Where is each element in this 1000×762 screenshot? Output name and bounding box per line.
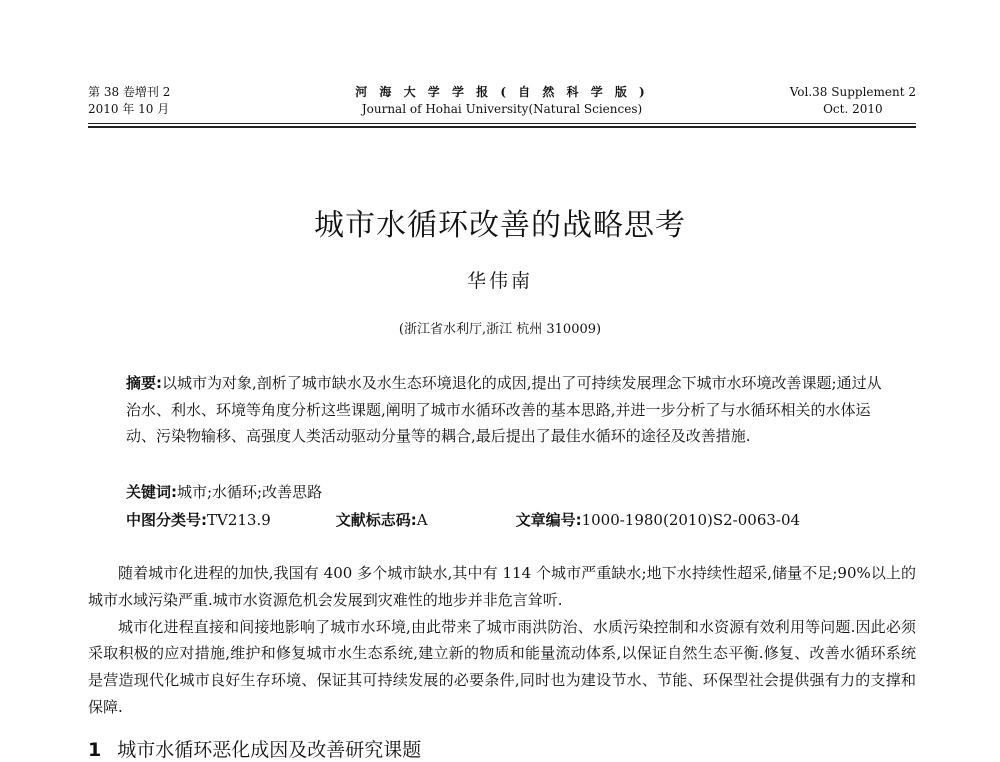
clc-value: TV213.9 (207, 511, 271, 529)
doc-code-block (336, 509, 511, 530)
section-number: 1 (88, 739, 102, 761)
volume-en: Vol.38 Supplement 2 (789, 85, 916, 99)
volume-issue: 第 38 卷增刊 2 (88, 85, 171, 99)
article-number-label: 文章编号: (515, 511, 582, 529)
paragraph-1: 随着城市化进程的加快,我国有 400 多个城市缺水,其中有 114 个城市严重缺水;地下水持续性超采,储量不足;90%以上的城市水域污染严重.城市水资源危机会发展到灾难性的地步并非危言耸听. (88, 564, 916, 609)
journal-name-cn: 河 海 大 学 学 报 ( 自 然 科 学 版 ) (355, 85, 649, 99)
journal-header (88, 84, 916, 118)
header-rule-thick (88, 126, 916, 128)
section-title: 城市水循环恶化成因及改善研究课题 (117, 739, 422, 761)
issue-info-en (790, 84, 916, 118)
header-rule-thin (88, 123, 916, 124)
abstract-label: 摘要: (126, 374, 162, 392)
keywords (126, 481, 322, 502)
keywords-label: 关键词: (126, 483, 177, 501)
doc-code-label: 文献标志码: (335, 511, 417, 529)
paragraph-2: 城市化进程直接和间接地影响了城市水环境,由此带来了城市雨洪防治、水质污染控制和水资源有效利用等问题.因此必须采取积极的应对措施,维护和修复城市水生态系统,建立新的物质和能量流动体系,以保证自然生态平衡.修复、改善水循环系统是营造现代化城市良好生存环境、保证其可持续发展的必要条件,同时也为建设节水、节能、环保型社会提供强有力的支撑和保障. (88, 617, 916, 716)
doc-code-value: A (416, 511, 428, 529)
article-title: 城市水循环改善的战略思考 (314, 208, 686, 243)
clc-label: 中图分类号: (126, 511, 207, 529)
journal-name-en: Journal of Hohai University(Natural Sciences) (361, 102, 643, 116)
date-en: Oct. 2010 (823, 102, 883, 116)
abstract (126, 370, 886, 450)
author-name: 华伟南 (466, 270, 533, 292)
body-text (88, 560, 916, 721)
clc-block (126, 509, 331, 530)
abstract-text: 以城市为对象,剖析了城市缺水及水生态环境退化的成因,提出了可持续发展理念下城市水环境改善课题;通过从治水、利水、环境等角度分析这些课题,阐明了城市水循环改善的基本思路,并进一步分析了与水循环相关的水体运动、污染物输移、高强度人类活动驱动分量等的耦合,最后提出了最佳水循环的途径及改善措施. (126, 374, 882, 445)
classification-line (126, 509, 886, 530)
issue-date: 2010 年 10 月 (88, 102, 170, 116)
section-heading-1 (88, 735, 421, 762)
article-number-block (516, 509, 801, 530)
author-affiliation: (浙江省水利厅,浙江 杭州 310009) (398, 322, 602, 337)
keywords-text: 城市;水循环;改善思路 (177, 483, 323, 501)
article-number-value: 1000-1980(2010)S2-0063-04 (581, 511, 801, 529)
